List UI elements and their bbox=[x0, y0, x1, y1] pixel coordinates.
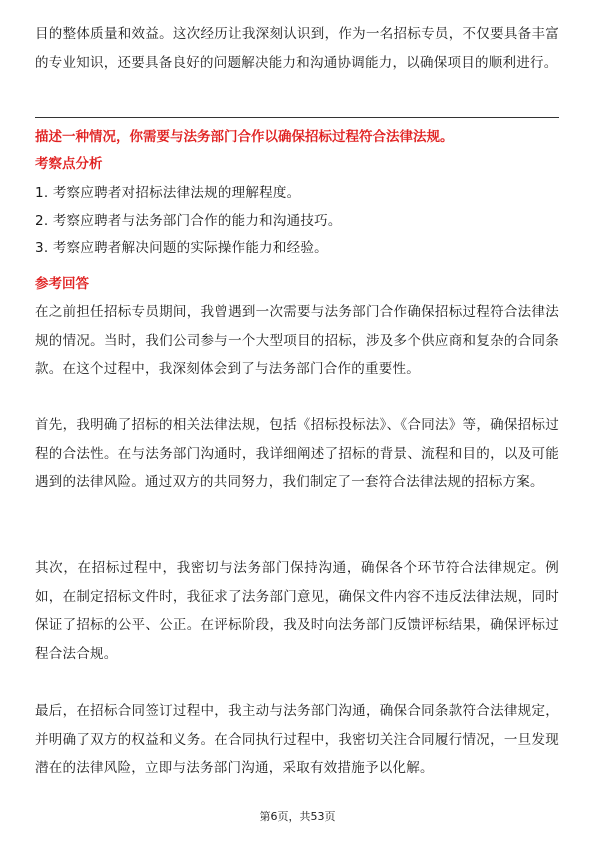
intro-paragraph: 目的整体质量和效益。这次经历让我深刻认识到，作为一名招标专员，不仅要具备丰富的专业知识，还要具备良好的问题解决能力和沟通协调能力，以确保项目的顺利进行。 bbox=[35, 26, 559, 71]
list-item: 3. 考察应聘者解决问题的实际操作能力和经验。 bbox=[35, 240, 328, 256]
list-item: 2. 考察应聘者与法务部门合作的能力和沟通技巧。 bbox=[35, 212, 342, 229]
analysis-list bbox=[35, 180, 559, 263]
analysis-heading: 考察点分析 bbox=[35, 156, 103, 172]
section-divider bbox=[35, 117, 559, 118]
list-item: 1. 考察应聘者对招标法律法规的理解程度。 bbox=[35, 185, 301, 201]
answer-paragraph: 在之前担任招标专员期间，我曾遇到一次需要与法务部门合作确保招标过程符合法律法规的情况。当时，我们公司参与一个大型项目的招标，涉及多个供应商和复杂的合同条款。在这个过程中，我深刻体会到了与法务部门合作的重要性。 bbox=[35, 304, 559, 377]
answer-paragraph: 其次，在招标过程中，我密切与法务部门保持沟通，确保各个环节符合法律规定。例如，在制定招标文件时，我征求了法务部门意见，确保文件内容不违反法律法规，同时保证了招标的公平、公正。在评标阶段，我及时向法务部门反馈评标结果，确保评标过程合法合规。 bbox=[35, 560, 559, 662]
answer-heading: 参考回答 bbox=[35, 276, 89, 292]
answer-paragraph: 最后，在招标合同签订过程中，我主动与法务部门沟通，确保合同条款符合法律规定，并明确了双方的权益和义务。在合同执行过程中，我密切关注合同履行情况，一旦发现潜在的法律风险，立即与法务部门沟通，采取有效措施予以化解。 bbox=[35, 703, 559, 776]
answer-paragraph: 首先，我明确了招标的相关法律法规，包括《招标投标法》、《合同法》等，确保招标过程的合法性。在与法务部门沟通时，我详细阐述了招标的背景、流程和目的，以及可能遇到的法律风险。通过双方的共同努力，我们制定了一套符合法律法规的招标方案。 bbox=[35, 417, 559, 490]
page-number: 第6页，共53页 bbox=[259, 810, 336, 823]
interview-question: 描述一种情况，你需要与法务部门合作以确保招标过程符合法律法规。 bbox=[35, 129, 454, 145]
